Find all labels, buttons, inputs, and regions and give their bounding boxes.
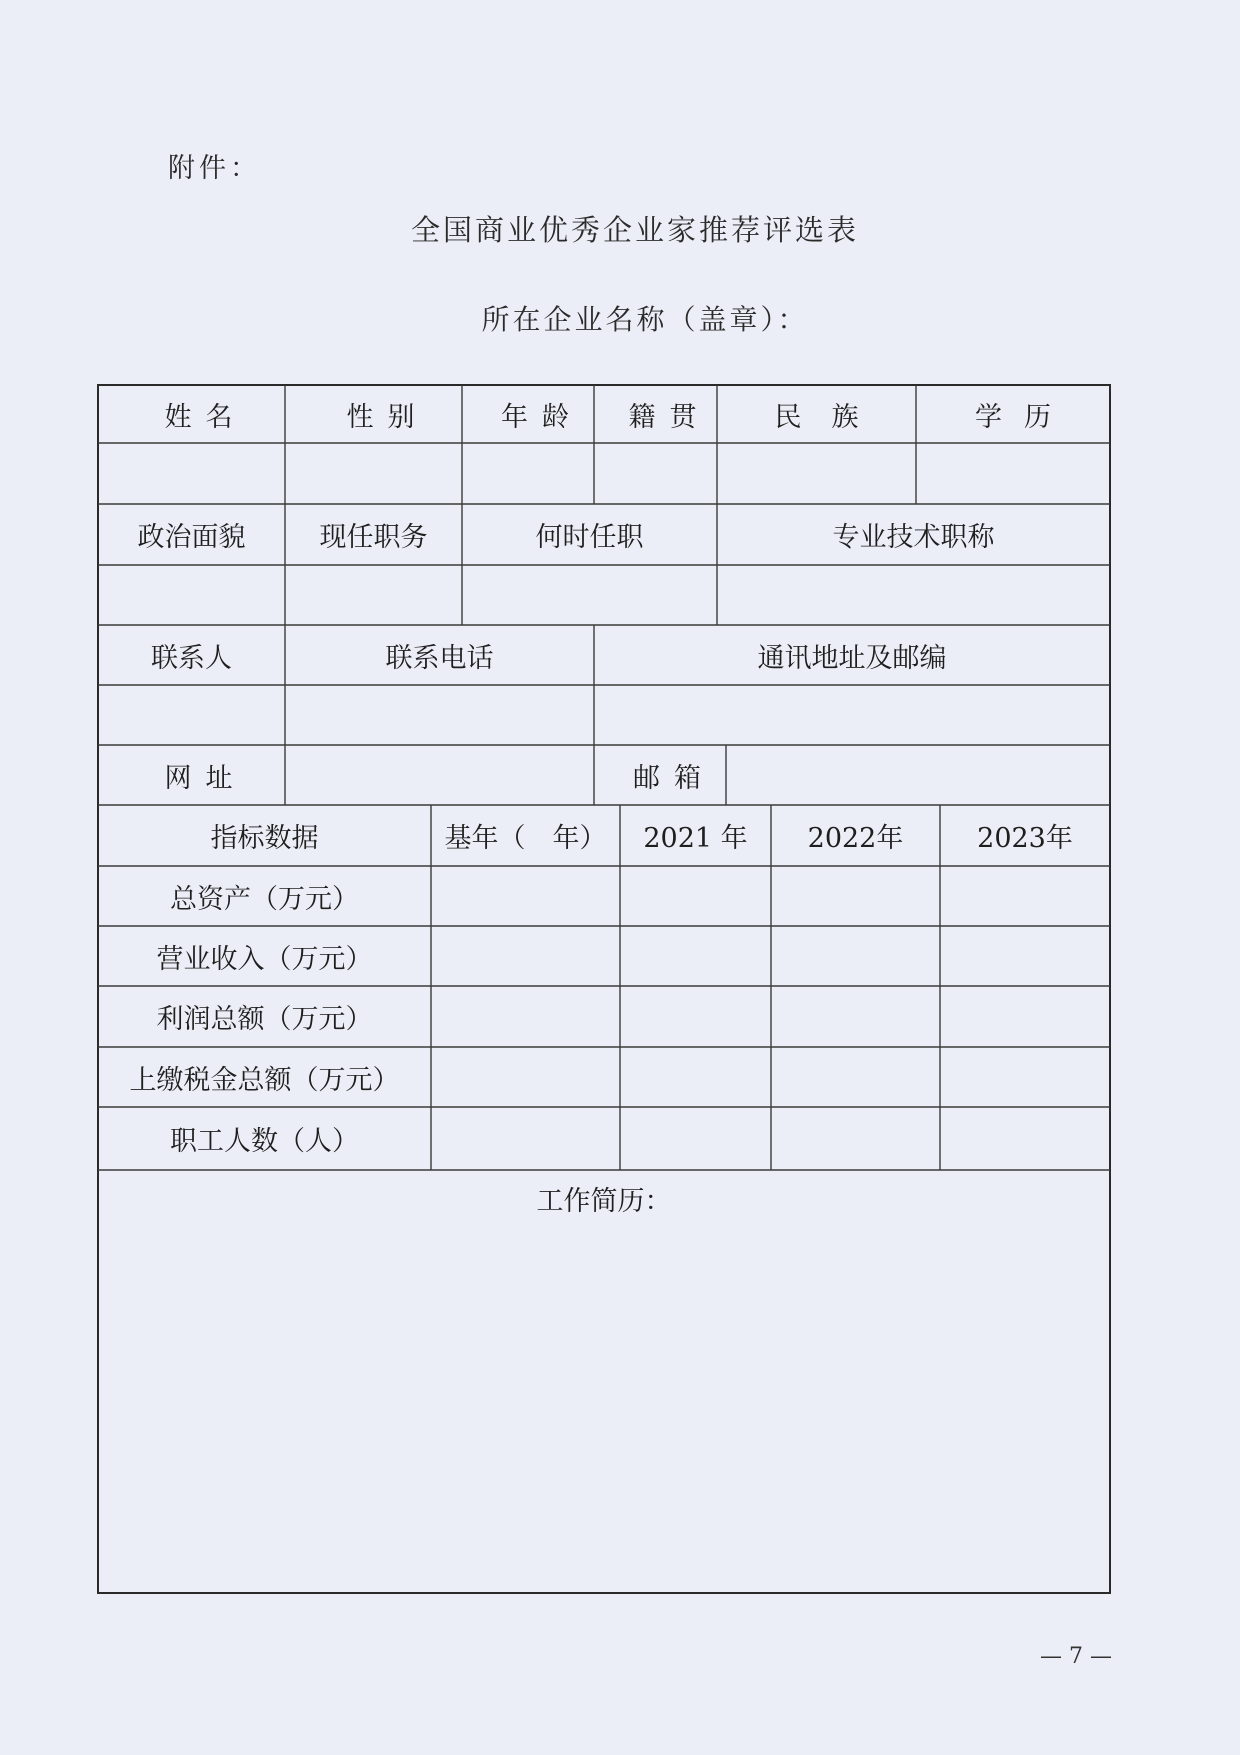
header-political-status: 政治面貌	[137, 522, 246, 553]
header-native-place: 籍贯	[628, 401, 711, 433]
header-name: 姓名	[164, 401, 247, 433]
indicator-values-area[interactable]	[431, 866, 1110, 1170]
header-current-position: 现任职务	[319, 522, 428, 553]
header-year-2023: 2023年	[977, 823, 1073, 854]
header-year-2021: 2021 年	[643, 823, 748, 854]
header-ethnicity: 民族	[774, 401, 889, 433]
header-professional-title: 专业技术职称	[832, 522, 995, 553]
indicator-total-profit: 利润总额（万元）	[156, 1004, 373, 1035]
form-title: 全国商业优秀企业家推荐评选表	[410, 213, 859, 247]
current-position-field[interactable]	[285, 565, 462, 625]
header-address-postcode: 通讯地址及邮编	[757, 642, 947, 674]
header-indicators: 指标数据	[210, 823, 319, 854]
header-appointed-when: 何时任职	[535, 522, 644, 553]
age-field[interactable]	[462, 443, 594, 504]
indicator-employees: 职工人数（人）	[170, 1126, 359, 1157]
education-field[interactable]	[916, 443, 1110, 504]
header-base-year: 基年（ 年）	[444, 823, 607, 854]
political-status-field[interactable]	[98, 565, 285, 625]
header-year-2022: 2022年	[807, 823, 904, 854]
label-email: 邮箱	[633, 762, 715, 794]
header-education: 学历	[975, 401, 1073, 433]
contact-person-field[interactable]	[98, 685, 285, 745]
phone-field[interactable]	[285, 685, 594, 745]
gender-field[interactable]	[285, 443, 462, 504]
header-phone: 联系电话	[385, 642, 494, 674]
native-place-field[interactable]	[594, 443, 717, 504]
professional-title-field[interactable]	[717, 565, 1110, 625]
label-website: 网址	[164, 762, 247, 794]
ethnicity-field[interactable]	[717, 443, 916, 504]
address-postcode-field[interactable]	[594, 685, 1110, 745]
work-history-field[interactable]	[98, 1226, 1110, 1593]
header-age: 年龄	[501, 401, 583, 433]
header-gender: 性别	[346, 401, 429, 433]
indicator-operating-revenue: 营业收入（万元）	[156, 943, 373, 975]
website-field[interactable]	[285, 745, 594, 805]
company-name-line: 所在企业名称（盖章）：	[481, 303, 809, 336]
email-field[interactable]	[726, 745, 1110, 805]
appointed-when-field[interactable]	[462, 565, 717, 625]
header-contact-person: 联系人	[151, 642, 232, 674]
attachment-label: 附件：	[168, 153, 261, 184]
name-field[interactable]	[98, 443, 285, 504]
indicator-taxes-paid: 上缴税金总额（万元）	[129, 1064, 400, 1096]
label-work-history: 工作简历：	[536, 1185, 672, 1217]
page-number: — 7 —	[1040, 1644, 1112, 1669]
indicator-total-assets: 总资产（万元）	[170, 883, 359, 915]
